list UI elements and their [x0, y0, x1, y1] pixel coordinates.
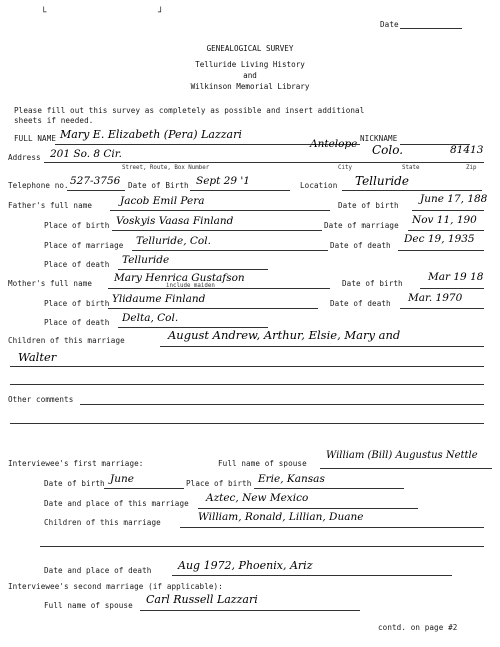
- spouse-dob-value: June: [110, 473, 134, 485]
- date-label: Date: [380, 20, 399, 29]
- corner-mark: ┘: [158, 8, 164, 18]
- address-zip: 81413: [450, 144, 484, 156]
- mother-line: [108, 288, 330, 289]
- father-dod-value: Dec 19, 1935: [404, 233, 475, 245]
- children-marriage-line-2: [40, 546, 484, 547]
- org-line-2: and: [243, 71, 257, 80]
- father-pob-line: [112, 230, 322, 231]
- telephone-line: [67, 190, 125, 191]
- instructions-line-1: Please fill out this survey as completely as possible and insert additional: [14, 106, 365, 115]
- mother-pob-label: Place of birth: [44, 299, 110, 308]
- place-marriage-label: Place of marriage: [44, 241, 124, 250]
- children-value-1: August Andrew, Arthur, Elsie, Mary and: [168, 328, 401, 342]
- second-spouse-line: [140, 610, 360, 611]
- other-comments-label: Other comments: [8, 395, 74, 404]
- dob-label: Date of Birth: [128, 181, 189, 190]
- place-marriage-value: Telluride, Col.: [136, 235, 211, 247]
- children-value-2: Walter: [18, 350, 57, 364]
- death-dp-label: Date and place of death: [44, 566, 152, 575]
- spouse-dob-line: [104, 488, 184, 489]
- telephone-value: 527-3756: [70, 175, 121, 187]
- marriage-dp-line: [198, 508, 418, 509]
- second-marriage-label: Interviewee's second marriage (if applicable):: [8, 582, 223, 591]
- other-comments-line-2: [10, 423, 484, 424]
- father-pod-value: Telluride: [122, 254, 170, 266]
- children-marriage-label: Children of this marriage: [44, 518, 161, 527]
- mother-pod-value: Delta, Col.: [122, 312, 179, 324]
- second-spouse-value: Carl Russell Lazzari: [146, 593, 258, 606]
- mother-note: include maiden: [166, 283, 215, 289]
- mother-label: Mother's full name: [8, 279, 93, 288]
- mother-dob-label: Date of birth: [342, 279, 403, 288]
- dob-value: Sept 29 '1: [196, 175, 250, 187]
- address-sub-zip: Zip: [466, 165, 477, 171]
- death-dp-value: Aug 1972, Phoenix, Ariz: [178, 559, 313, 572]
- dob-line: [190, 190, 290, 191]
- children-marriage-value: William, Ronald, Lillian, Duane: [198, 511, 364, 523]
- mother-dod-value: Mar. 1970: [408, 292, 463, 304]
- org-line-3: Wilkinson Memorial Library: [190, 82, 310, 91]
- father-dod-line: [398, 250, 484, 251]
- instructions-line-2: sheets if needed.: [14, 116, 94, 125]
- location-label: Location: [300, 181, 338, 190]
- mother-value: Mary Henrica Gustafson: [114, 272, 245, 284]
- place-marriage-line: [132, 250, 328, 251]
- nickname-label: NICKNAME: [360, 134, 398, 143]
- father-pod-line: [118, 269, 268, 270]
- other-comments-line-1: [80, 404, 484, 405]
- address-sub-street: Street, Route, Box Number: [122, 165, 210, 171]
- first-marriage-label: Interviewee's first marriage:: [8, 459, 144, 468]
- marriage-dp-label: Date and place of this marriage: [44, 499, 189, 508]
- second-spouse-label: Full name of spouse: [44, 601, 133, 610]
- father-pob-label: Place of birth: [44, 221, 110, 230]
- death-dp-line: [172, 575, 452, 576]
- spouse-dob-label: Date of birth: [44, 479, 105, 488]
- mother-pod-label: Place of death: [44, 318, 110, 327]
- children-line-3: [10, 384, 484, 385]
- mother-dob-line: [420, 288, 484, 289]
- first-spouse-value: William (Bill) Augustus Nettle: [326, 450, 478, 461]
- mother-dob-value: Mar 19 18: [428, 271, 484, 283]
- location-line: [342, 190, 482, 191]
- address-sub-city: City: [338, 165, 352, 171]
- first-spouse-line: [320, 468, 492, 469]
- marriage-dp-value: Aztec, New Mexico: [206, 492, 309, 504]
- telephone-label: Telephone no.: [8, 181, 69, 190]
- children-line-2: [10, 366, 484, 367]
- corner-mark: └: [41, 8, 47, 18]
- address-street: 201 So. 8 Cir.: [50, 148, 122, 160]
- father-dob-line: [412, 210, 484, 211]
- father-value: Jacob Emil Pera: [120, 195, 205, 207]
- org-line-1: Telluride Living History: [195, 60, 305, 69]
- father-dob-label: Date of birth: [338, 201, 399, 210]
- father-label: Father's full name: [8, 201, 93, 210]
- address-sub-state: State: [402, 165, 420, 171]
- location-value: Telluride: [355, 174, 409, 188]
- mother-dod-label: Date of death: [330, 299, 391, 308]
- children-line-1: [160, 346, 484, 347]
- spouse-pob-line: [254, 488, 404, 489]
- father-dom-label: Date of marriage: [324, 221, 399, 230]
- full-name-label: FULL NAME: [14, 134, 57, 143]
- first-spouse-label: Full name of spouse: [218, 459, 307, 468]
- father-dod-label: Date of death: [330, 241, 391, 250]
- mother-pob-value: Ylidaume Finland: [112, 293, 206, 305]
- mother-dod-line: [400, 308, 484, 309]
- address-label: Address: [8, 153, 41, 162]
- father-dob-value: June 17, 188: [420, 193, 488, 205]
- father-line: [110, 210, 330, 211]
- page-title: GENEALOGICAL SURVEY: [206, 44, 294, 53]
- continued-note: contd. on page #2: [378, 623, 458, 632]
- father-pod-label: Place of death: [44, 260, 110, 269]
- children-marriage-line: [180, 527, 484, 528]
- father-dom-value: Nov 11, 190: [412, 214, 477, 226]
- children-label: Children of this marriage: [8, 336, 125, 345]
- mother-pob-line: [108, 308, 318, 309]
- full-name-value: Mary E. Elizabeth (Pera) Lazzari: [60, 128, 242, 141]
- address-city: Antelope: [310, 138, 358, 150]
- spouse-pob-value: Erie, Kansas: [258, 473, 325, 485]
- father-dom-line: [408, 230, 484, 231]
- spouse-pob-label: Place of birth: [186, 479, 252, 488]
- date-line: [400, 28, 462, 29]
- father-pob-value: Voskyis Vaasa Finland: [116, 215, 234, 227]
- address-line: [44, 162, 484, 163]
- address-state: Colo.: [372, 143, 404, 157]
